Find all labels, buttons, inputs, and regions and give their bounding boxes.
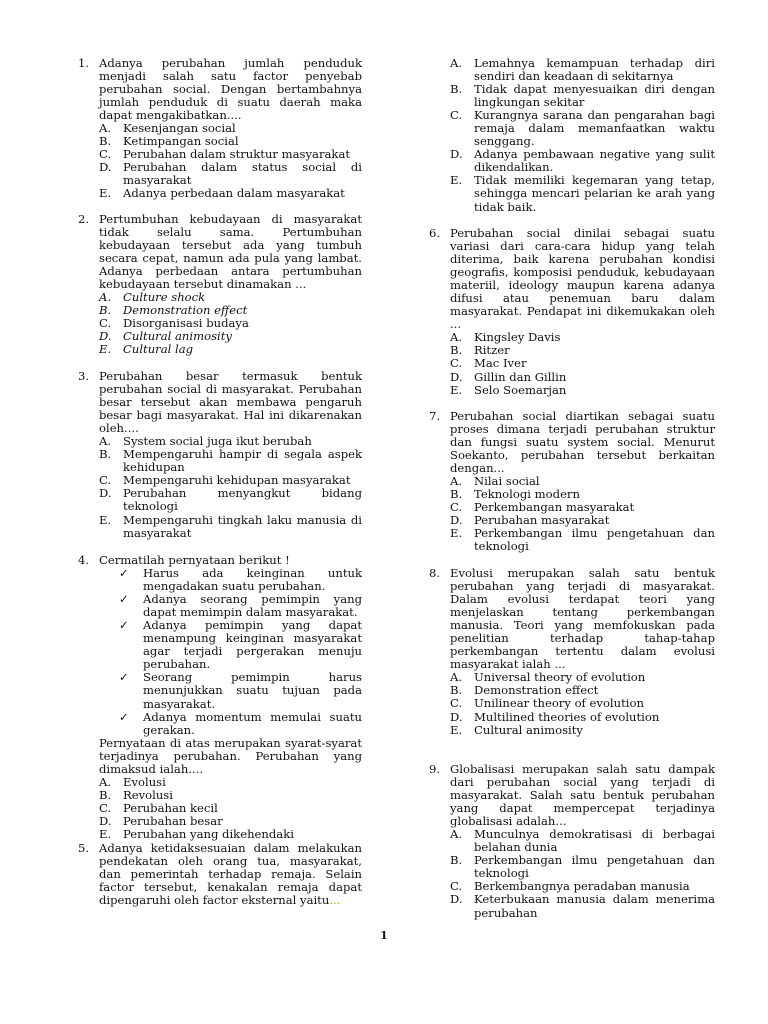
answer-option: C. Perubahan kecil bbox=[99, 800, 218, 815]
answer-option: B. Revolusi bbox=[99, 787, 173, 802]
answer-option: E. Tidak memiliki kegemaran yang tetap, sehingga mencari pelarian ke arah yang tidak baik. bbox=[450, 173, 715, 214]
answer-option: C. Mac Iver bbox=[450, 356, 527, 371]
statement-item: ✓ Adanya seorang pemimpin yang dapat memimpin dalam masyarakat. bbox=[119, 592, 362, 620]
question-number: 5. bbox=[78, 841, 90, 855]
answer-options bbox=[450, 671, 715, 736]
answer-option: D. Perubahan masyarakat bbox=[450, 513, 610, 528]
answer-options bbox=[450, 57, 715, 214]
question-number: 8. bbox=[429, 566, 441, 580]
question-number: 6. bbox=[429, 226, 441, 240]
answer-options bbox=[99, 122, 362, 200]
answer-option: D. Adanya pembawaan negative yang sulit dikendalikan. bbox=[450, 147, 715, 175]
answer-option: B. Ritzer bbox=[450, 343, 510, 358]
question-stem: Adanya ketidaksesuaian dalam melakukan pendekatan oleh orang tua, masyarakat, dan pemerintah terhadap remaja. Selain factor tersebut, kenakalan remaja dapat dipengaruhi oleh factor eksternal yaitu... bbox=[99, 841, 362, 908]
question-9 bbox=[429, 763, 715, 920]
answer-option: C. Perubahan dalam struktur masyarakat bbox=[99, 147, 351, 162]
answer-option: B. Perkembangan ilmu pengetahuan dan teknologi bbox=[450, 853, 715, 881]
answer-option: A. Lemahnya kemampuan terhadap diri sendiri dan keadaan di sekitarnya bbox=[450, 56, 715, 84]
answer-option: B. Ketimpangan social bbox=[99, 134, 239, 149]
answer-option: B. Mempengaruhi hampir di segala aspek kehidupan bbox=[99, 447, 362, 475]
checkmark-icon: ✓ bbox=[119, 566, 129, 581]
answer-option: B. Tidak dapat menyesuaikan diri dengan lingkungan sekitar bbox=[450, 82, 715, 110]
answer-option: A. System social juga ikut berubah bbox=[99, 434, 312, 449]
answer-option: D. Multilined theories of evolution bbox=[450, 709, 660, 724]
statement-item: ✓ Seorang pemimpin harus menunjukkan suatu tujuan pada masyarakat. bbox=[119, 670, 362, 711]
question-2 bbox=[78, 213, 362, 357]
answer-option: A. Culture shock bbox=[99, 290, 206, 305]
answer-option: C. Disorganisasi budaya bbox=[99, 316, 249, 331]
answer-option: E. Selo Soemarjan bbox=[450, 382, 567, 397]
statement-item: ✓ Adanya momentum memulai suatu gerakan. bbox=[119, 709, 362, 737]
statement-list bbox=[99, 567, 362, 737]
question-stem: Adanya perubahan jumlah penduduk menjadi salah satu factor penyebab perubahan social. Dengan bertambahnya jumlah penduduk di suatu daerah maka dapat mengakibatkan.... bbox=[99, 56, 362, 123]
question-3 bbox=[78, 370, 362, 540]
answer-options bbox=[450, 331, 715, 396]
answer-option: E. Adanya perbedaan dalam masyarakat bbox=[99, 186, 345, 201]
answer-option: E. Mempengaruhi tingkah laku manusia di masyarakat bbox=[99, 512, 362, 540]
question-stem: Perubahan social dinilai sebagai suatu variasi dari cara-cara hidup yang telah diterima, baik karena perubahan kondisi geografis, komposisi penduduk, kebudayaan materiil, ideology maupun karena adanya difusi atau penemuan baru dalam masyarakat. Pendapat ini dikemukakan oleh ... bbox=[450, 226, 715, 332]
answer-option: E. Cultural animosity bbox=[450, 722, 583, 737]
question-6 bbox=[429, 227, 715, 397]
answer-option: A. Kesenjangan social bbox=[99, 121, 236, 136]
answer-option: B. Teknologi modern bbox=[450, 487, 580, 502]
question-stem: Pertumbuhan kebudayaan di masyarakat tidak selalu sama. Pertumbuhan kebudayaan tersebut ada yang tumbuh secara cepat, namun ada pula yang lambat. Adanya perbedaan antara pertumbuhan kebudayaan tersebut dinamakan ... bbox=[99, 212, 362, 292]
question-number: 7. bbox=[429, 409, 441, 423]
checkmark-icon: ✓ bbox=[119, 709, 129, 724]
answer-option: A. Universal theory of evolution bbox=[450, 670, 646, 685]
highlighted-ellipsis: ... bbox=[329, 893, 341, 908]
question-4 bbox=[78, 554, 362, 841]
question-stem: Globalisasi merupakan salah satu dampak dari perubahan social yang terjadi di masyarakat. Salah satu bentuk perubahan yang dapat mempercepat terjadinya globalisasi adalah... bbox=[450, 762, 715, 829]
question-5-options bbox=[429, 57, 715, 214]
answer-option: E. Cultural lag bbox=[99, 342, 194, 357]
question-number: 3. bbox=[78, 369, 90, 383]
question-8 bbox=[429, 567, 715, 737]
answer-options bbox=[99, 435, 362, 539]
answer-option: D. Keterbukaan manusia dalam menerima perubahan bbox=[450, 892, 715, 920]
question-stem: Perubahan social diartikan sebagai suatu proses dimana terjadi perubahan struktur dan fungsi suatu system social. Menurut Soekanto, perubahan tersebut berkaitan dengan... bbox=[450, 409, 715, 476]
answer-option: E. Perkembangan ilmu pengetahuan dan teknologi bbox=[450, 526, 715, 554]
answer-option: B. Demonstration effect bbox=[450, 683, 599, 698]
question-5 bbox=[78, 842, 362, 907]
answer-option: C. Perkembangan masyarakat bbox=[450, 500, 635, 515]
answer-option: A. Kingsley Davis bbox=[450, 330, 561, 345]
question-stem: Cermatilah pernyataan berikut ! bbox=[99, 553, 290, 567]
question-number: 2. bbox=[78, 212, 90, 226]
question-number: 1. bbox=[78, 56, 90, 70]
answer-options bbox=[450, 475, 715, 553]
answer-option: A. Munculnya demokratisasi di berbagai belahan dunia bbox=[450, 827, 715, 855]
question-stem: Evolusi merupakan salah satu bentuk perubahan yang terjadi di masyarakat. Dalam evolusi terdapat teori yang menjelaskan tentang perkembangan manusia. Teori yang memfokuskan pada penelitian terhadap tahap-tahap perkembangan tertentu dalam evolusi masyarakat ialah ... bbox=[450, 566, 715, 672]
answer-options bbox=[99, 776, 362, 841]
answer-option: D. Perubahan menyangkut bidang teknologi bbox=[99, 486, 362, 514]
answer-option: C. Kurangnya sarana dan pengarahan bagi remaja dalam memanfaatkan waktu senggang. bbox=[450, 108, 715, 149]
question-7 bbox=[429, 410, 715, 554]
statement-item: ✓ Adanya pemimpin yang dapat menampung keinginan masyarakat agar terjadi pergerakan menuju perubahan. bbox=[119, 618, 362, 672]
question-stem-continued: Pernyataan di atas merupakan syarat-syarat terjadinya perubahan. Perubahan yang dimaksud ialah.... bbox=[99, 735, 362, 776]
answer-option: A. Nilai social bbox=[450, 474, 540, 489]
answer-option: D. Perubahan dalam status social di masyarakat bbox=[99, 160, 362, 188]
answer-option: D. Cultural animosity bbox=[99, 329, 232, 344]
answer-option: E. Perubahan yang dikehendaki bbox=[99, 826, 294, 841]
answer-option: C. Berkembangnya peradaban manusia bbox=[450, 879, 690, 894]
page-number: 1 bbox=[380, 929, 388, 942]
question-number: 9. bbox=[429, 762, 441, 776]
checkmark-icon: ✓ bbox=[119, 592, 129, 607]
answer-option: C. Unilinear theory of evolution bbox=[450, 696, 644, 711]
answer-option: D. Perubahan besar bbox=[99, 813, 223, 828]
question-stem: Perubahan besar termasuk bentuk perubahan social di masyarakat. Perubahan besar tersebut akan membawa pengaruh besar bagi masyarakat. Hal ini dikarenakan oleh.... bbox=[99, 369, 362, 436]
answer-option: C. Mempengaruhi kehidupan masyarakat bbox=[99, 473, 351, 488]
answer-options bbox=[99, 291, 362, 356]
question-1 bbox=[78, 57, 362, 201]
answer-option: A. Evolusi bbox=[99, 774, 166, 789]
checkmark-icon: ✓ bbox=[119, 670, 129, 685]
answer-options bbox=[450, 828, 715, 919]
question-number: 4. bbox=[78, 553, 90, 567]
statement-item: ✓ Harus ada keinginan untuk mengadakan suatu perubahan. bbox=[119, 566, 362, 594]
answer-option: B. Demonstration effect bbox=[99, 303, 248, 318]
answer-option: D. Gillin dan Gillin bbox=[450, 369, 567, 384]
checkmark-icon: ✓ bbox=[119, 618, 129, 633]
